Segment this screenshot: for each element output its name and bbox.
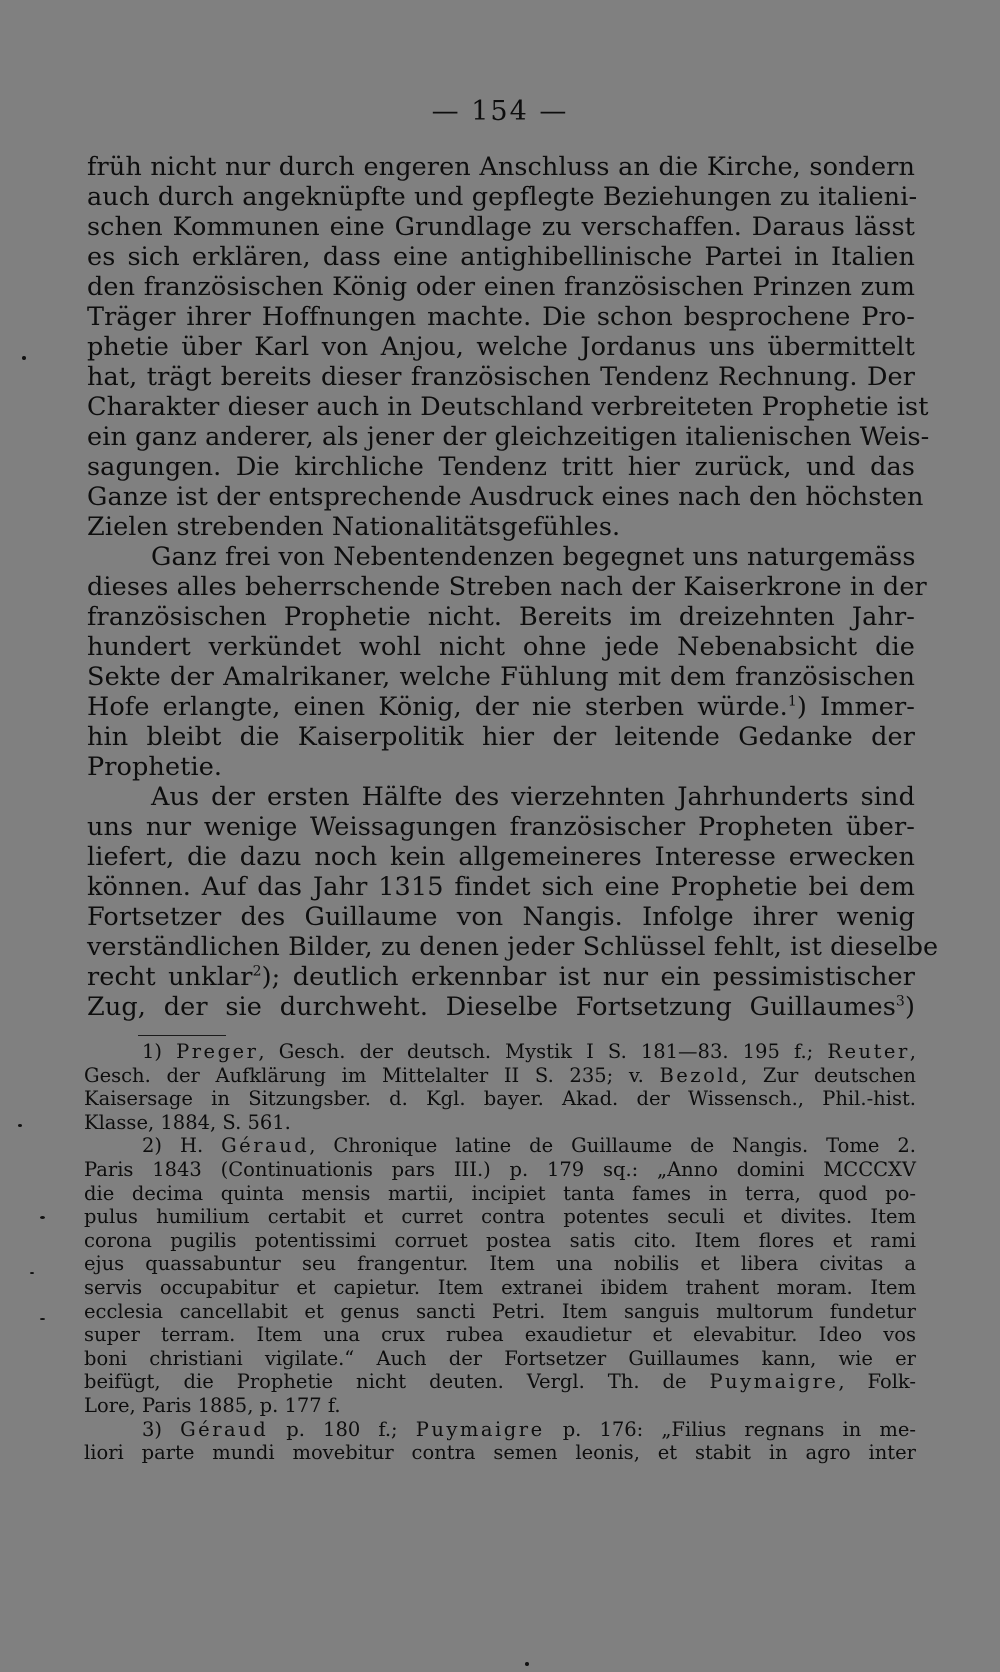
text-line: sagungen. Die kirchliche Tendenz tritt hier zurück, und das xyxy=(87,452,915,482)
line-text: Zug, der sie durchweht. Dieselbe Fortsetzung Guillaumes xyxy=(87,992,896,1022)
fn-text: 3) xyxy=(142,1417,181,1441)
author-name: Géraud xyxy=(221,1134,310,1158)
page-number: — 154 — xyxy=(431,96,569,127)
footnote-line xyxy=(84,1040,916,1064)
author-name: Bezold xyxy=(659,1063,742,1087)
footnote-ref-2: 2 xyxy=(252,963,262,980)
text-line: dieses alles beherrschende Streben nach der Kaiserkrone in der xyxy=(87,572,927,602)
footnote-line: pulus humilium certabit et curret contra potentes seculi et divites. Item xyxy=(84,1205,916,1229)
text-line: Träger ihrer Hoffnungen machte. Die schon besprochene Pro- xyxy=(87,302,915,332)
text-line: es sich erklären, dass eine antighibellinische Partei in Italien xyxy=(87,242,915,272)
footnote-line: corona pugilis potentissimi corruet postea satis cito. Item flores et rami xyxy=(84,1228,916,1252)
footnotes xyxy=(84,1040,916,1465)
text-line: auch durch angeknüpfte und gepflegte Beziehungen zu italieni- xyxy=(87,182,918,212)
footnote-ref-3: 3 xyxy=(895,993,905,1010)
scan-speck xyxy=(22,356,26,360)
text-line: Fortsetzer des Guillaume von Nangis. Infolge ihrer wenig xyxy=(87,902,915,932)
fn-text: Gesch. der Aufklärung im Mittelalter II S. 235; v. xyxy=(84,1063,660,1087)
fn-text: p. 176: „Filius regnans in me- xyxy=(544,1417,916,1441)
text-line: den französischen König oder einen französischen Prinzen zum xyxy=(87,272,915,302)
author-name: Reuter xyxy=(827,1040,910,1063)
text-line: hat, trägt bereits dieser französischen Tendenz Rechnung. Der xyxy=(87,362,915,392)
footnote-line: Paris 1843 (Continuationis pars III.) p. 179 sq.: „Anno domini MCCCXV xyxy=(84,1157,916,1181)
footnote-line xyxy=(84,1418,916,1442)
footnote-line: boni christiani vigilate.“ Auch der Fortsetzer Guillaumes kann, wie er xyxy=(84,1346,916,1370)
footnote-line: die decima quinta mensis martii, incipiet tanta fames in terra, quod po- xyxy=(84,1181,916,1205)
author-name: Géraud xyxy=(180,1417,269,1441)
footnote-line: ejus quassabuntur seu frangentur. Item una nobilis et libera civitas a xyxy=(84,1252,916,1276)
fn-text: 1) xyxy=(142,1040,177,1063)
text-line: Ganze ist der entsprechende Ausdruck eines nach den höchsten xyxy=(87,482,924,512)
footnote-ref-1: 1 xyxy=(787,693,797,710)
text-line: hin bleibt die Kaiserpolitik hier der leitende Gedanke der xyxy=(87,722,915,752)
text-line: Charakter dieser auch in Deutschland verbreiteten Prophetie ist xyxy=(87,392,929,422)
fn-text: 2) H. xyxy=(142,1134,222,1158)
text-line: uns nur wenige Weissagungen französischer Propheten über- xyxy=(87,812,915,842)
footnote-line: Kaisersage in Sitzungsber. d. Kgl. bayer. Akad. der Wissensch., Phil.-hist. xyxy=(84,1087,916,1111)
footnote-line: ecclesia cancellabit et genus sancti Petri. Item sanguis multorum fundetur xyxy=(84,1299,916,1323)
footnote-line xyxy=(84,1064,916,1088)
footnote-separator xyxy=(138,1035,226,1036)
text-line: Zielen strebenden Nationalitätsgefühles. xyxy=(87,512,621,542)
text-line xyxy=(87,992,915,1022)
text-line: Sekte der Amalrikaner, welche Fühlung mit dem französischen xyxy=(87,662,915,692)
text-line: liefert, die dazu noch kein allgemeineres Interesse erwecken xyxy=(87,842,915,872)
text-line: französischen Prophetie nicht. Bereits im dreizehnten Jahr- xyxy=(87,602,915,632)
text-line: hundert verkündet wohl nicht ohne jede Nebenabsicht die xyxy=(87,632,915,662)
footnote-line xyxy=(84,1134,916,1158)
fn-text: , Folk- xyxy=(838,1370,916,1394)
line-text: ) xyxy=(904,992,915,1022)
text-line: phetie über Karl von Anjou, welche Jordanus uns übermittelt xyxy=(87,332,915,362)
footnote-line: liori parte mundi movebitur contra semen leonis, et stabit in agro inter xyxy=(84,1441,916,1465)
text-line: Ganz frei von Nebentendenzen begegnet uns naturgemäss xyxy=(151,542,916,572)
text-line: ein ganz anderer, als jener der gleichzeitigen italienischen Weis- xyxy=(87,422,930,452)
fn-text: , Gesch. der deutsch. Mystik I S. 181—83. 195 f.; xyxy=(258,1040,828,1063)
fn-text: beifügt, die Prophetie nicht deuten. Vergl. Th. de xyxy=(84,1370,710,1394)
author-name: Preger xyxy=(176,1040,259,1063)
footnote-line: super terram. Item una crux rubea exaudietur et elevabitur. Ideo vos xyxy=(84,1323,916,1347)
text-line: schen Kommunen eine Grundlage zu verschaffen. Daraus lässt xyxy=(87,212,915,242)
main-text xyxy=(87,152,939,1022)
line-text: recht unklar xyxy=(87,962,253,992)
fn-text: , xyxy=(909,1040,916,1063)
text-line: verständlichen Bilder, zu denen jeder Schlüssel fehlt, ist dieselbe xyxy=(87,932,939,962)
footnote-line: servis occupabitur et capietur. Item extranei ibidem trahent moram. Item xyxy=(84,1275,916,1299)
text-line: Prophetie. xyxy=(87,752,223,782)
text-line: können. Auf das Jahr 1315 findet sich eine Prophetie bei dem xyxy=(87,872,915,902)
scan-speck xyxy=(30,1272,34,1274)
author-name: Puymaigre xyxy=(709,1370,839,1394)
fn-text: p. 180 f.; xyxy=(268,1417,416,1441)
scan-speck xyxy=(40,1216,45,1219)
text-line xyxy=(87,962,915,992)
scan-speck xyxy=(40,1318,45,1320)
footnote-line: Klasse, 1884, S. 561. xyxy=(84,1110,291,1134)
author-name: Puymaigre xyxy=(415,1417,545,1441)
line-text: ) Immer- xyxy=(796,692,915,722)
fn-text: , Zur deutschen xyxy=(741,1063,916,1087)
line-text: Hofe erlangte, einen König, der nie sterben würde. xyxy=(87,692,788,722)
fn-text: , Chronique latine de Guillaume de Nangis. Tome 2. xyxy=(309,1134,916,1158)
line-text: ); deutlich erkennbar ist nur ein pessimistischer xyxy=(261,962,915,992)
scan-speck xyxy=(525,1662,529,1666)
footnote-line: Lore, Paris 1885, p. 177 f. xyxy=(84,1393,341,1417)
scan-speck xyxy=(18,1124,22,1127)
text-line xyxy=(87,692,915,722)
text-line: früh nicht nur durch engeren Anschluss an die Kirche, sondern xyxy=(87,152,915,182)
footnote-line xyxy=(84,1370,916,1394)
text-line: Aus der ersten Hälfte des vierzehnten Jahrhunderts sind xyxy=(151,782,915,812)
